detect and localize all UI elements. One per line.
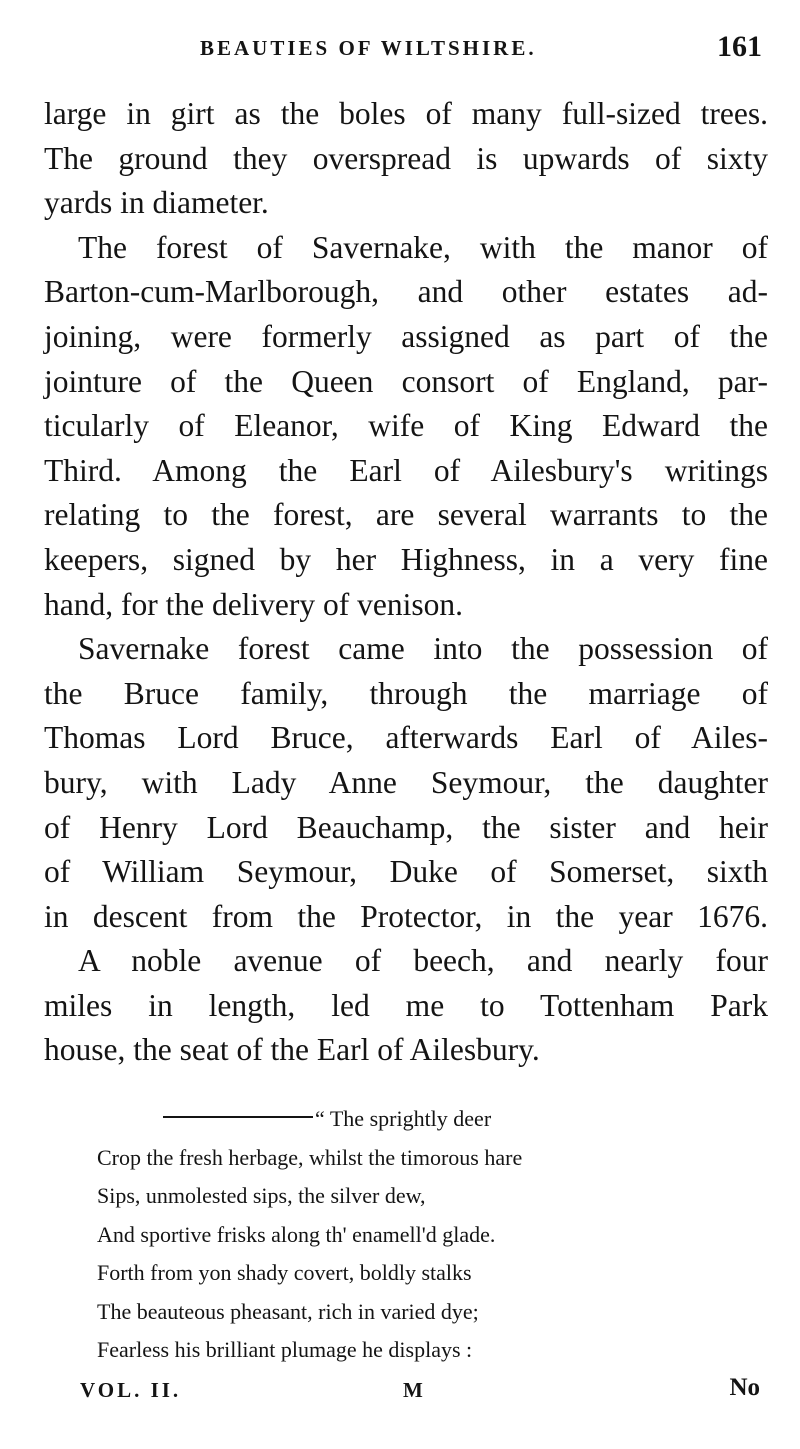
catchword: No (729, 1374, 760, 1401)
poem-rule (163, 1116, 313, 1118)
poem-line: Forth from yon shady covert, boldly stalks (97, 1260, 472, 1285)
poem-line (97, 1100, 677, 1139)
text-line: jointure of the Queen consort of England, par- (44, 363, 768, 399)
text-line: of Henry Lord Beauchamp, the sister and heir (44, 809, 768, 845)
poem-line-text: “ The sprightly deer (315, 1106, 492, 1131)
text-line: The ground they overspread is upwards of sixty (44, 140, 768, 176)
body-text (44, 92, 768, 1073)
text-line: Thomas Lord Bruce, afterwards Earl of Ailes- (44, 720, 768, 756)
poem-line: Crop the fresh herbage, whilst the timorous hare (97, 1144, 523, 1170)
poem-quotation (97, 1100, 677, 1370)
text-line: bury, with Lady Anne Seymour, the daughter (44, 764, 768, 800)
text-line: hand, for the delivery of venison. (44, 586, 464, 622)
poem-line: And sportive frisks along th' enamell'd glade. (97, 1221, 496, 1247)
signature-mark: M (403, 1378, 423, 1402)
text-line: Barton-cum-Marlborough, and other estates ad- (44, 274, 768, 310)
page-header (0, 30, 800, 70)
text-line: Third. Among the Earl of Ailesbury's writings (44, 452, 768, 488)
text-line: of William Seymour, Duke of Somerset, sixth (44, 854, 768, 890)
text-line: relating to the forest, are several warrants to the (44, 497, 768, 533)
paragraph-first-line: A noble avenue of beech, and nearly four (78, 943, 768, 979)
text-line: in descent from the Protector, in the year 1676. (44, 898, 768, 934)
running-head: BEAUTIES OF WILTSHIRE. (200, 36, 537, 60)
text-line: large in girt as the boles of many full-sized trees. (44, 96, 768, 131)
page-number: 161 (717, 30, 762, 63)
text-line: yards in diameter. (44, 185, 269, 221)
text-line: house, the seat of the Earl of Ailesbury. (44, 1032, 540, 1068)
paragraph-first-line: Savernake forest came into the possession of (78, 631, 768, 667)
poem-line: Fearless his brilliant plumage he displays : (97, 1337, 473, 1362)
text-line: ticularly of Eleanor, wife of King Edward the (44, 408, 768, 444)
page-footer (0, 1374, 800, 1414)
text-line: the Bruce family, through the marriage of (44, 675, 768, 711)
text-line: miles in length, led me to Tottenham Park (44, 987, 768, 1023)
text-line: joining, were formerly assigned as part of the (44, 318, 768, 354)
poem-line: The beauteous pheasant, rich in varied dye; (97, 1298, 479, 1324)
paragraph-first-line: The forest of Savernake, with the manor of (78, 229, 768, 265)
text-line: keepers, signed by her Highness, in a very fine (44, 541, 768, 577)
poem-line: Sips, unmolested sips, the silver dew, (97, 1183, 426, 1208)
volume-mark: VOL. II. (80, 1378, 182, 1402)
